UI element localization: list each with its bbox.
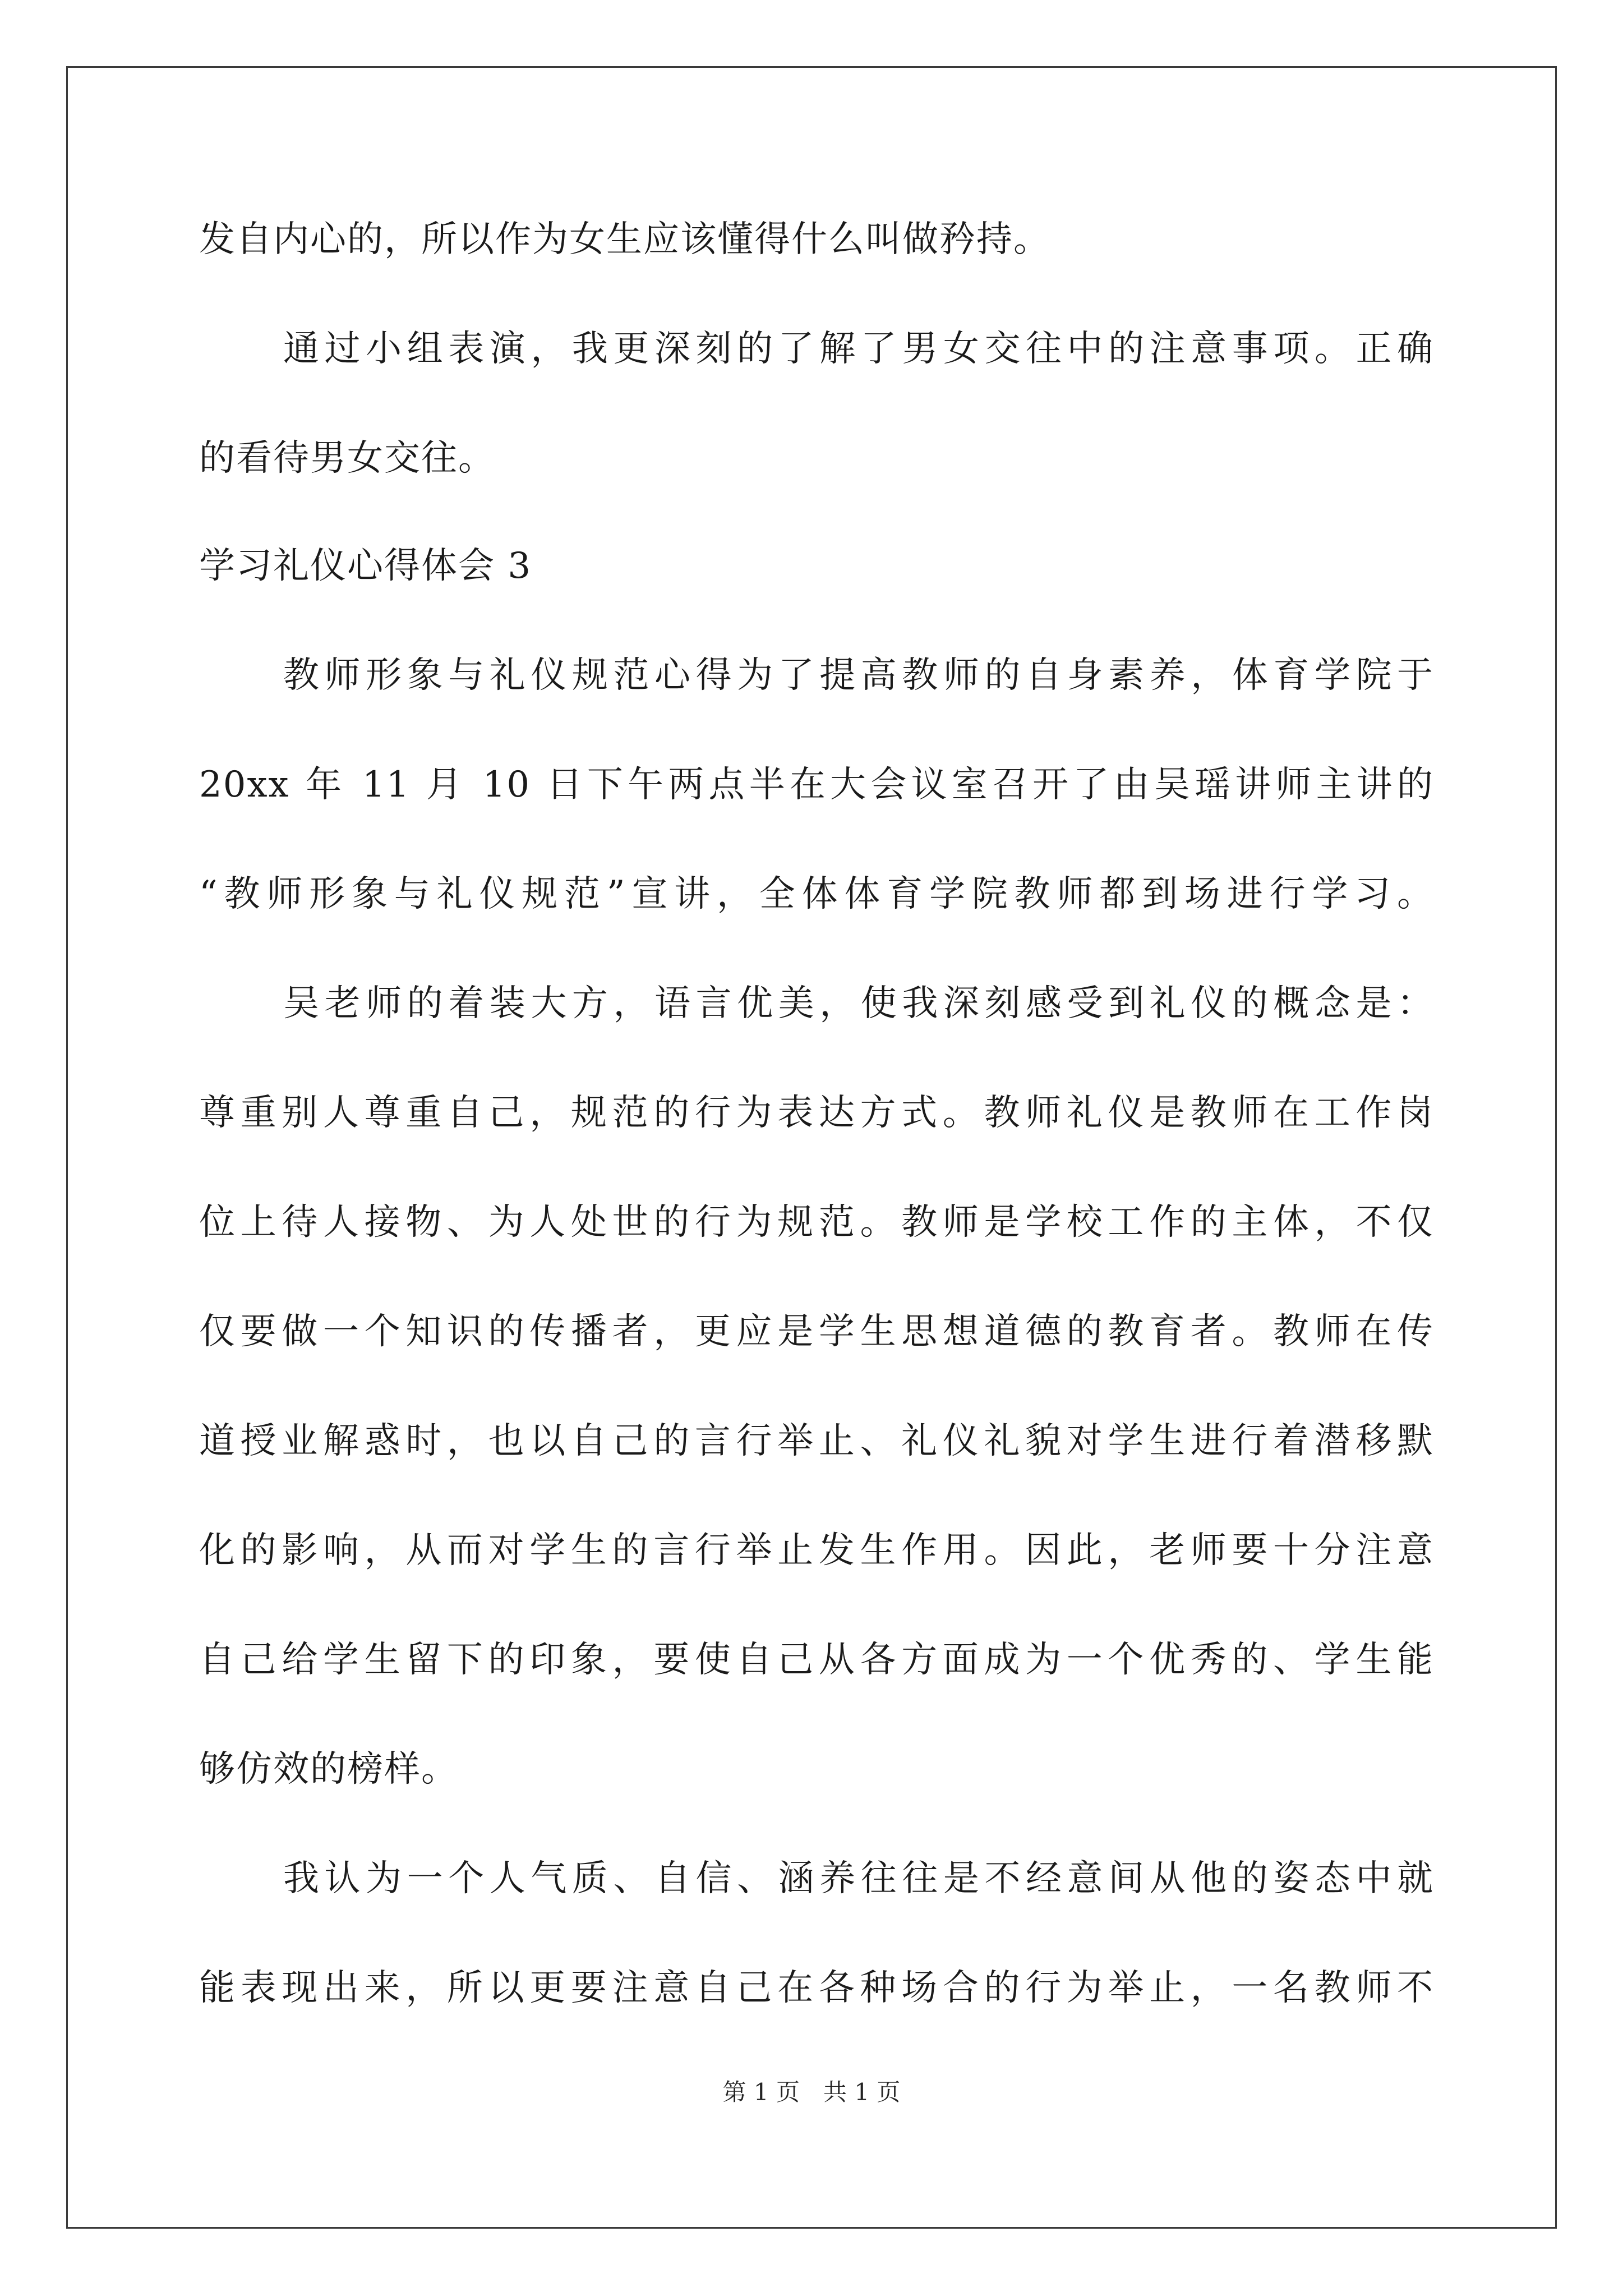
section-heading: 学习礼仪心得体会 3 xyxy=(199,545,532,587)
text-line: 够仿效的榜样。 xyxy=(199,1749,458,1790)
text-line: 我认为一个人气质、自信、涵养往往是不经意间从他的姿态中就 xyxy=(283,1858,1434,1899)
text-line: “教师形象与礼仪规范”宣讲，全体体育学院教师都到场进行学习。 xyxy=(199,873,1434,915)
text-line: 自己给学生留下的印象，要使自己从各方面成为一个优秀的、学生能 xyxy=(199,1639,1434,1681)
text-line: 吴老师的着装大方，语言优美，使我深刻感受到礼仪的概念是： xyxy=(283,983,1434,1024)
text-line: 20xx 年 11 月 10 日下午两点半在大会议室召开了由吴瑶讲师主讲的 xyxy=(199,764,1434,806)
text-line: 教师形象与礼仪规范心得为了提高教师的自身素养，体育学院于 xyxy=(283,655,1434,696)
text-line: 尊重别人尊重自己，规范的行为表达方式。教师礼仪是教师在工作岗 xyxy=(199,1092,1434,1134)
text-line: 仅要做一个知识的传播者，更应是学生思想道德的教育者。教师在传 xyxy=(199,1311,1434,1352)
text-line: 化的影响，从而对学生的言行举止发生作用。因此，老师要十分注意 xyxy=(199,1530,1434,1571)
text-line: 通过小组表演，我更深刻的了解了男女交往中的注意事项。正确 xyxy=(283,328,1434,370)
text-line: 能表现出来，所以更要注意自己在各种场合的行为举止，一名教师不 xyxy=(199,1967,1434,2009)
page-number-footer: 第 1 页 共 1 页 xyxy=(722,2078,901,2106)
text-line: 位上待人接物、为人处世的行为规范。教师是学校工作的主体，不仅 xyxy=(199,1202,1434,1243)
text-line: 道授业解惑时，也以自己的言行举止、礼仪礼貌对学生进行着潜移默 xyxy=(199,1420,1434,1462)
text-line: 发自内心的，所以作为女生应该懂得什么叫做矜持。 xyxy=(199,219,1050,260)
text-line: 的看待男女交往。 xyxy=(199,438,495,479)
